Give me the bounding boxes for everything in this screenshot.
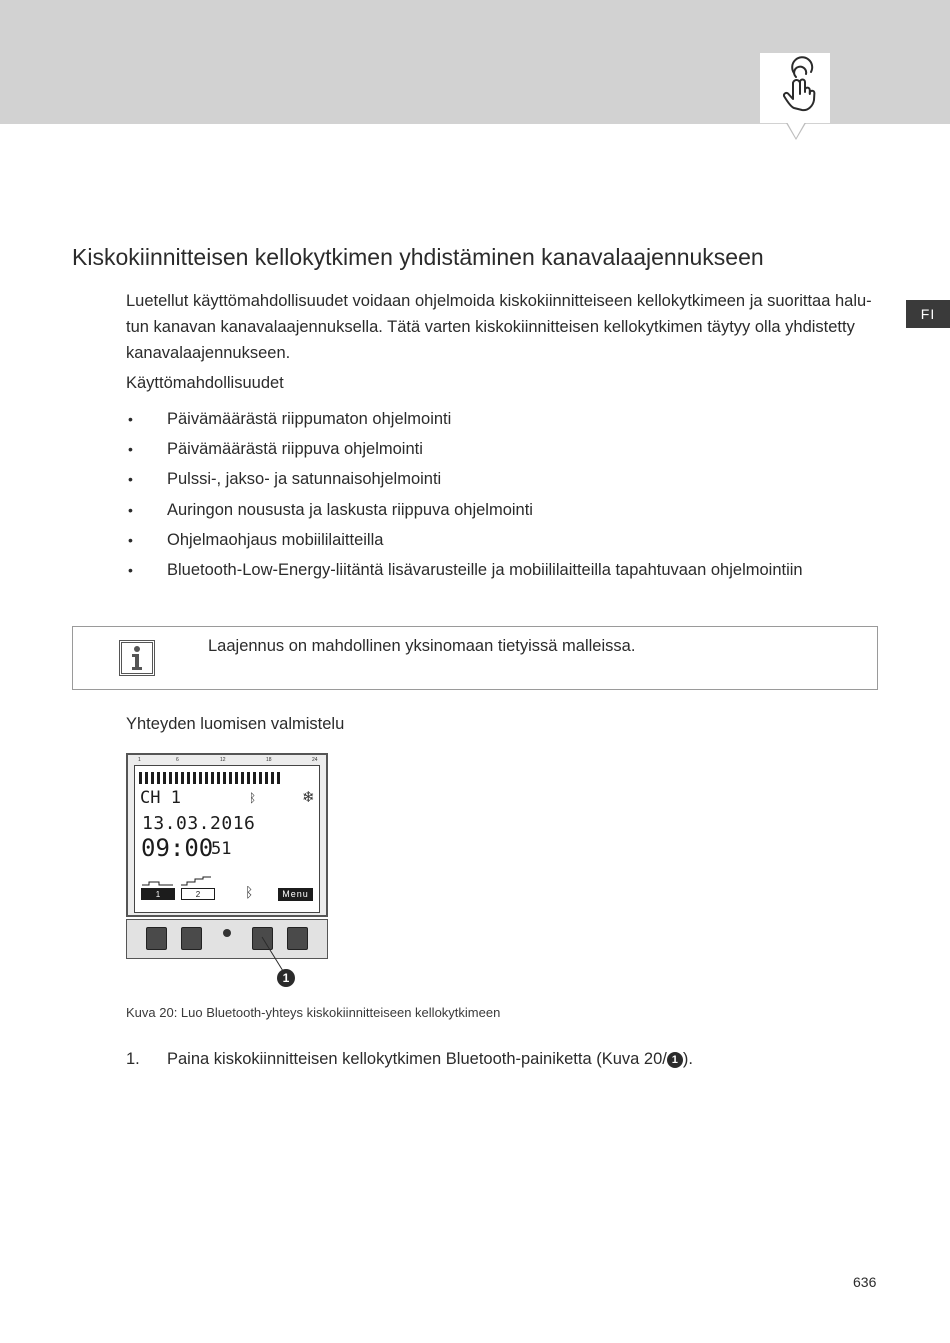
list-item-text: Bluetooth-Low-Energy-liitäntä lisävarusteille ja mobiililaitteilla tapahtuvaan ohjelmointiin [167,560,803,579]
intro-line: tun kanavan kanavalaajennuksella. Tätä varten kiskokiinnitteisen kellokytkimen täytyy olla yhdistetty [126,318,855,336]
hour-label: 1 [138,757,141,763]
list-item-text: Päivämäärästä riippumaton ohjelmointi [167,410,452,428]
menu-label: Menu [278,888,313,901]
list-item-text: Päivämäärästä riippuva ohjelmointi [167,440,423,459]
figure-caption: Kuva 20: Luo Bluetooth-yhteys kiskokiinnitteiseen kellokytkimeen [126,1005,501,1020]
page-title: Kiskokiinnitteisen kellokytkimen yhdistäminen kanavalaajennukseen [72,244,764,270]
program-2-indicator: 2 [181,888,215,900]
list-item [126,468,803,498]
keypad [126,919,328,959]
program-curve-icon [141,874,221,888]
intro-line: kanavalaajennukseen. [126,344,291,362]
bluetooth-icon: ᛒ [245,884,254,900]
callout-marker: 1 [277,969,295,987]
touch-box-pointer [787,122,805,138]
bluetooth-key[interactable] [252,927,273,950]
list-item [126,529,803,559]
device-key-4[interactable] [287,927,308,950]
note-text: Laajennus on mahdollinen yksinomaan tietyissä malleissa. [208,637,636,655]
status-led [223,929,231,937]
bullet-marker: • [128,411,133,427]
instruction-step [126,1050,693,1069]
display-housing [126,753,328,917]
language-tab[interactable]: FI [906,300,950,328]
list-item-text: Pulssi-, jakso- ja satunnaisohjelmointi [167,470,442,489]
bullet-marker: • [128,501,133,518]
bullet-marker: • [128,441,133,458]
snowflake-icon: ❄ [302,789,315,806]
list-item [126,559,803,589]
hour-label: 18 [266,757,272,763]
info-icon [119,640,155,681]
options-heading: Käyttömahdollisuudet [126,374,284,392]
page-number: 636 [853,1274,877,1290]
info-note [72,626,878,690]
display-date: 13.03.2016 [142,813,256,834]
step-text [167,1050,693,1069]
bullet-marker: • [128,471,133,488]
step-text-end: ). [682,1050,693,1068]
bluetooth-icon: ᛒ [249,791,257,805]
list-item [126,499,803,529]
options-list [126,408,803,589]
lcd-screen [134,765,320,913]
intro-line: Luetellut käyttömahdollisuudet voidaan ohjelmoida kiskokiinnitteiseen kellokytkimeen ja suorittaa halu- [126,292,872,310]
bullet-marker: • [128,561,133,578]
section-heading: Yhteyden luomisen valmistelu [126,715,345,733]
channel-label: CH 1 [140,788,181,808]
list-item-text: Ohjelmaohjaus mobiililaitteilla [167,530,384,549]
program-1-indicator: 1 [141,888,175,900]
hour-scale [136,757,322,765]
hour-bars [139,772,280,785]
list-item [126,408,803,438]
step-text-start: Paina kiskokiinnitteisen kellokytkimen Bluetooth-painiketta (Kuva 20/ [167,1050,667,1068]
timer-switch-figure [126,753,330,961]
list-item [126,438,803,468]
callout-reference: 1 [667,1052,683,1068]
list-item-text: Auringon noususta ja laskusta riippuva ohjelmointi [167,500,533,519]
hour-label: 12 [220,757,226,763]
step-number: 1. [126,1050,140,1068]
device-key-1[interactable] [146,927,167,950]
bullet-marker: • [128,531,133,548]
device-key-2[interactable] [181,927,202,950]
hour-label: 24 [312,757,318,763]
display-time: 09:00 [141,834,214,862]
intro-paragraph [126,288,872,366]
display-seconds: 51 [211,839,232,859]
touch-hand-icon [760,53,830,123]
hour-label: 6 [176,757,179,763]
